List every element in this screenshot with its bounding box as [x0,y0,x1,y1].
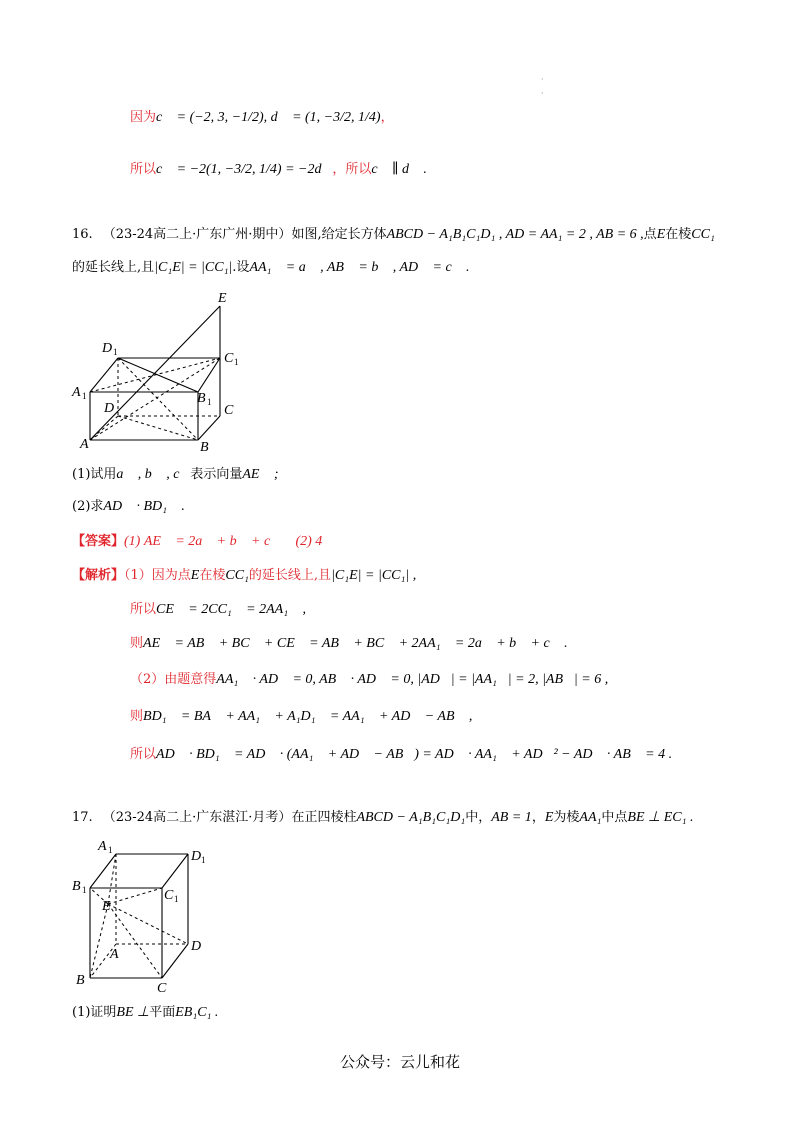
label-C1: C [164,888,174,903]
label-D1: D [191,849,202,864]
stray-mark: · [541,75,544,84]
problem-16-stem-line-1: 16. （23-24高二上·广东广州·期中）如图,给定长方体ABCD − A₁B₁C₁D₁ , AD = AA₁ = 2 , AB = 6 ,点E在棱CC₁ [72,227,715,242]
label-B1: B [197,391,206,406]
label-E: E [218,291,227,306]
label-sub: 1 [108,845,113,855]
problem-16-question-1: (1)试用a⃗ , b⃗ , c⃗表示向量AE⃗ ; [72,467,279,482]
stray-mark: · [541,89,544,98]
label-sub: 1 [82,391,87,401]
math-expr: c⃗ ∥ d⃗ . [371,162,427,177]
problem-16-analysis-line-2: 所以CE⃗ = 2CC₁⃗ = 2AA₁⃗ , [130,602,306,617]
math-expr: c⃗ = (−2, 3, −1/2), d⃗ = (1, −3/2, 1/4) [156,110,381,125]
label-B: B [200,440,209,455]
label-B: B [76,973,85,988]
problem-16-analysis-line-4: （2）由题意得AA₁⃗ · AD⃗ = 0, AB⃗ · AD⃗ = 0, |AD⃗| = |AA₁⃗| = 2, |AB⃗| = 6 , [130,672,609,687]
page-footer: 公众号：云儿和花 [339,1053,460,1071]
label-A1: A [98,839,107,854]
label-D1: D [102,341,113,356]
problem-16-figure [66,288,326,458]
problem-17-stem: 17. （23-24高二上·广东湛江·月考）在正四棱柱ABCD − A₁B₁C₁D₁中，AB = 1，E为棱AA₁中点BE ⊥ EC₁ . [72,810,694,825]
problem-number: 17. [72,810,93,825]
answer-tag: 【答案】 [72,534,125,549]
problem-17-figure [68,834,228,996]
problem-16-stem-line-2: 的延长线上,且|C₁E| = |CC₁|.设AA₁⃗ = a⃗ , AB⃗ = b⃗ , AD⃗ = c⃗ . [72,260,470,275]
problem-16-analysis-line-1: 【解析】（1）因为点E在棱CC₁的延长线上,且|C₁E| = |CC₁| , [72,568,417,583]
problem-16-question-2: (2)求AD⃗ · BD₁⃗ . [72,499,185,514]
label-A: A [80,437,89,452]
problem-16-analysis-line-5: 则BD₁⃗ = BA⃗ + AA₁⃗ + A₁D₁⃗ = AA₁⃗ + AD⃗ − AB⃗ , [130,709,473,724]
label-B1: B [72,879,81,894]
label-sub: 1 [113,347,118,357]
label-E: E [102,899,111,914]
label-sub: 1 [201,855,206,865]
label-C: C [157,981,167,996]
prev-solution-line-2: 所以c⃗ = −2(1, −3/2, 1/4) = −2d⃗，所以c⃗ ∥ d⃗ . [130,162,427,177]
label-D: D [191,939,202,954]
label-C: C [224,403,234,418]
prev-solution-line-1: 因为c⃗ = (−2, 3, −1/2), d⃗ = (1, −3/2, 1/4)， [130,110,394,125]
problem-17-question-1: (1)证明BE ⊥平面EB₁C₁ . [72,1005,219,1020]
problem-source: （23-24高二上·广东湛江·月考） [102,810,292,825]
answer-text: (1) AE⃗ = 2a⃗ + b⃗ + c⃗ ；(2) 4 [124,534,323,549]
label-sub: 1 [174,894,179,904]
label-C1: C [224,351,234,366]
label-sub: 1 [207,397,212,407]
label-A1: A [72,385,81,400]
analysis-tag: 【解析】 [72,568,125,583]
problem-16-analysis-line-3: 则AE⃗ = AB⃗ + BC⃗ + CE⃗ = AB⃗ + BC⃗ + 2AA₁⃗ = 2a⃗ + b⃗ + c⃗ . [130,636,568,651]
label-sub: 1 [234,357,239,367]
problem-source: （23-24高二上·广东广州·期中） [102,227,292,242]
label-D: D [104,401,115,416]
label-A: A [110,947,119,962]
problem-number: 16. [72,227,93,242]
problem-16-answer [72,532,322,552]
label-sub: 1 [82,885,87,895]
math-expr: c⃗ = −2(1, −3/2, 1/4) = −2d⃗ [156,162,333,177]
problem-16-analysis-line-6: 所以AD⃗ · BD₁⃗ = AD⃗ · (AA₁⃗ + AD⃗ − AB⃗) = AD⃗ · AA₁⃗ + AD⃗² − AD⃗ · AB⃗ = 4 . [130,747,673,762]
